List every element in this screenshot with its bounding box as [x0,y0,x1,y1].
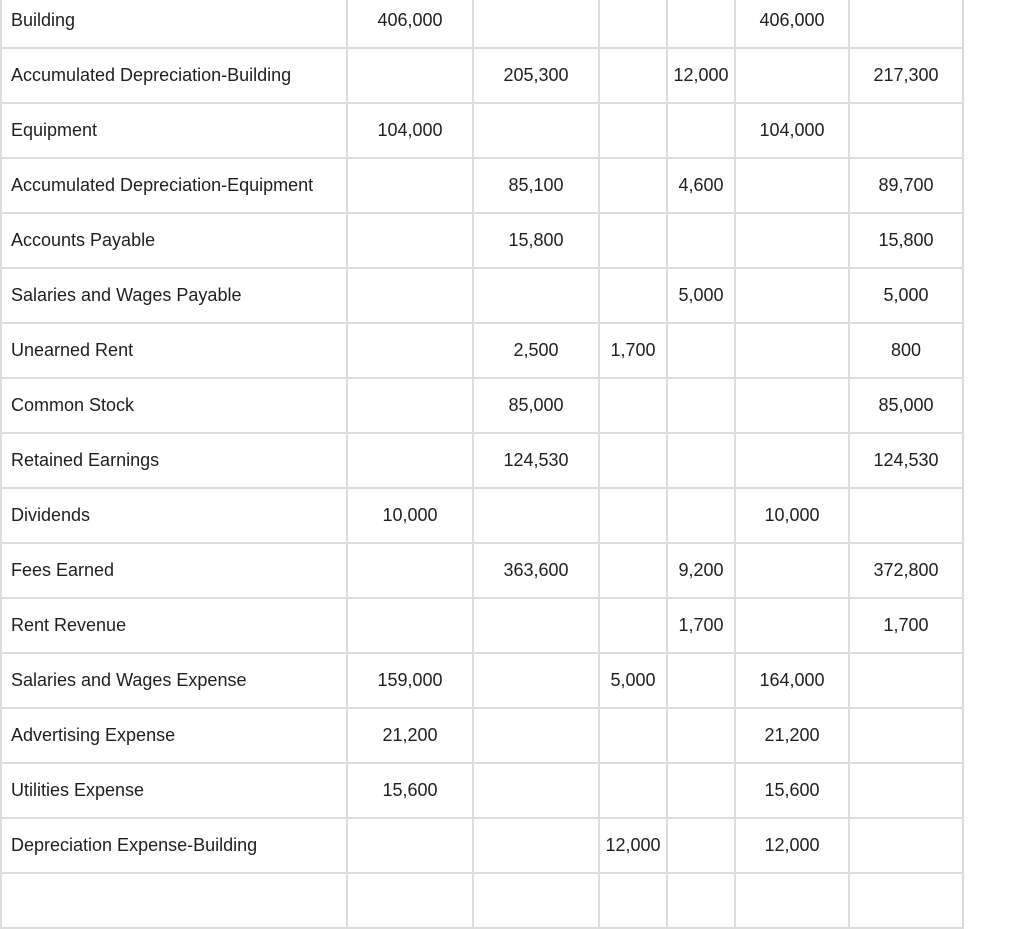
adjusted-balance-credit-cell [849,488,963,543]
trial-balance-debit-cell: 15,600 [347,763,473,818]
account-cell: Accumulated Depreciation-Building [1,48,347,103]
trial-balance-credit-cell [473,268,599,323]
adjusted-balance-credit-cell: 5,000 [849,268,963,323]
adjusted-balance-debit-cell [735,158,849,213]
adjustment-credit-cell: 9,200 [667,543,735,598]
trial-balance-debit-cell [347,48,473,103]
table-row [1,323,963,378]
trial-balance-credit-cell [473,488,599,543]
adjustment-credit-cell: 4,600 [667,158,735,213]
adjusted-balance-debit-cell: 12,000 [735,818,849,873]
trial-balance-debit-cell [347,818,473,873]
trial-balance-debit-cell: 21,200 [347,708,473,763]
adjustment-credit-cell [667,488,735,543]
table-row [1,543,963,598]
trial-balance-debit-cell [347,158,473,213]
trial-balance-credit-cell: 205,300 [473,48,599,103]
trial-balance-credit-cell [473,873,599,928]
account-cell: Salaries and Wages Expense [1,653,347,708]
account-cell: Depreciation Expense-Building [1,818,347,873]
adjusted-balance-credit-cell: 89,700 [849,158,963,213]
trial-balance-credit-cell: 15,800 [473,213,599,268]
adjustment-credit-cell: 1,700 [667,598,735,653]
adjusted-balance-credit-cell [849,763,963,818]
trial-balance-debit-cell: 104,000 [347,103,473,158]
account-cell: Advertising Expense [1,708,347,763]
adjusted-balance-credit-cell [849,873,963,928]
table-row [1,378,963,433]
table-row [1,818,963,873]
adjustment-debit-cell [599,48,667,103]
table-row [1,763,963,818]
account-cell: Equipment [1,103,347,158]
adjusted-balance-debit-cell [735,48,849,103]
adjustment-credit-cell [667,103,735,158]
adjusted-balance-debit-cell [735,323,849,378]
table-row [1,103,963,158]
trial-balance-debit-cell [347,323,473,378]
trial-balance-credit-cell: 85,000 [473,378,599,433]
adjustment-debit-cell [599,873,667,928]
adjusted-balance-debit-cell [735,378,849,433]
adjusted-balance-credit-cell [849,0,963,48]
adjustment-credit-cell [667,653,735,708]
adjusted-balance-credit-cell: 1,700 [849,598,963,653]
adjustment-debit-cell [599,543,667,598]
adjustment-debit-cell [599,158,667,213]
adjusted-balance-credit-cell: 217,300 [849,48,963,103]
adjustment-debit-cell [599,0,667,48]
trial-balance-debit-cell [347,543,473,598]
table-row [1,48,963,103]
trial-balance-credit-cell: 124,530 [473,433,599,488]
trial-balance-debit-cell: 10,000 [347,488,473,543]
account-cell: Salaries and Wages Payable [1,268,347,323]
adjustment-credit-cell [667,0,735,48]
adjustment-debit-cell [599,598,667,653]
adjustment-credit-cell [667,213,735,268]
trial-balance-debit-cell: 159,000 [347,653,473,708]
adjusted-balance-credit-cell [849,653,963,708]
adjusted-balance-credit-cell [849,818,963,873]
adjusted-balance-debit-cell: 164,000 [735,653,849,708]
adjusted-balance-debit-cell [735,598,849,653]
trial-balance-credit-cell [473,708,599,763]
account-cell [1,873,347,928]
trial-balance-credit-cell [473,103,599,158]
adjustment-debit-cell: 12,000 [599,818,667,873]
trial-balance-credit-cell [473,818,599,873]
adjusted-balance-debit-cell: 21,200 [735,708,849,763]
adjustment-debit-cell [599,708,667,763]
adjusted-balance-debit-cell [735,433,849,488]
adjustment-debit-cell [599,103,667,158]
account-cell: Accounts Payable [1,213,347,268]
account-cell: Retained Earnings [1,433,347,488]
table-row [1,213,963,268]
table-row [1,0,963,48]
table-row [1,488,963,543]
adjustment-credit-cell [667,708,735,763]
adjustment-credit-cell [667,323,735,378]
trial-balance-credit-cell [473,0,599,48]
trial-balance-debit-cell [347,213,473,268]
trial-balance-credit-cell [473,653,599,708]
trial-balance-debit-cell [347,268,473,323]
trial-balance-credit-cell: 2,500 [473,323,599,378]
adjusted-balance-debit-cell: 10,000 [735,488,849,543]
table-row [1,708,963,763]
adjustment-debit-cell [599,763,667,818]
adjusted-balance-debit-cell [735,873,849,928]
account-cell: Utilities Expense [1,763,347,818]
adjustment-debit-cell [599,433,667,488]
table-row [1,158,963,213]
adjusted-balance-debit-cell: 104,000 [735,103,849,158]
account-cell: Dividends [1,488,347,543]
adjustment-credit-cell: 12,000 [667,48,735,103]
adjusted-balance-credit-cell: 124,530 [849,433,963,488]
adjustment-debit-cell: 1,700 [599,323,667,378]
adjusted-balance-debit-cell: 15,600 [735,763,849,818]
adjusted-balance-debit-cell [735,543,849,598]
account-cell: Common Stock [1,378,347,433]
adjustment-debit-cell [599,488,667,543]
table-row [1,433,963,488]
adjusted-balance-credit-cell [849,103,963,158]
worksheet-body [1,0,963,928]
table-row [1,653,963,708]
table-row [1,598,963,653]
trial-balance-credit-cell [473,763,599,818]
adjusted-balance-debit-cell [735,268,849,323]
trial-balance-credit-cell: 363,600 [473,543,599,598]
trial-balance-debit-cell: 406,000 [347,0,473,48]
adjustment-credit-cell [667,763,735,818]
adjustment-credit-cell: 5,000 [667,268,735,323]
adjustment-debit-cell: 5,000 [599,653,667,708]
account-cell: Accumulated Depreciation-Equipment [1,158,347,213]
trial-balance-credit-cell [473,598,599,653]
trial-balance-credit-cell: 85,100 [473,158,599,213]
trial-balance-debit-cell [347,598,473,653]
trial-balance-debit-cell [347,433,473,488]
trial-balance-debit-cell [347,378,473,433]
adjusted-balance-credit-cell: 372,800 [849,543,963,598]
account-cell: Rent Revenue [1,598,347,653]
adjusted-balance-debit-cell [735,213,849,268]
table-row [1,268,963,323]
adjustment-credit-cell [667,378,735,433]
adjusted-balance-credit-cell: 15,800 [849,213,963,268]
adjustment-credit-cell [667,818,735,873]
account-cell: Building [1,0,347,48]
adjustment-credit-cell [667,433,735,488]
adjusted-balance-debit-cell: 406,000 [735,0,849,48]
adjusted-balance-credit-cell: 800 [849,323,963,378]
adjustment-credit-cell [667,873,735,928]
account-cell: Unearned Rent [1,323,347,378]
adjustment-debit-cell [599,378,667,433]
adjusted-balance-credit-cell: 85,000 [849,378,963,433]
table-row [1,873,963,928]
trial-balance-debit-cell [347,873,473,928]
adjustment-debit-cell [599,213,667,268]
account-cell: Fees Earned [1,543,347,598]
adjustment-debit-cell [599,268,667,323]
adjusted-balance-credit-cell [849,708,963,763]
